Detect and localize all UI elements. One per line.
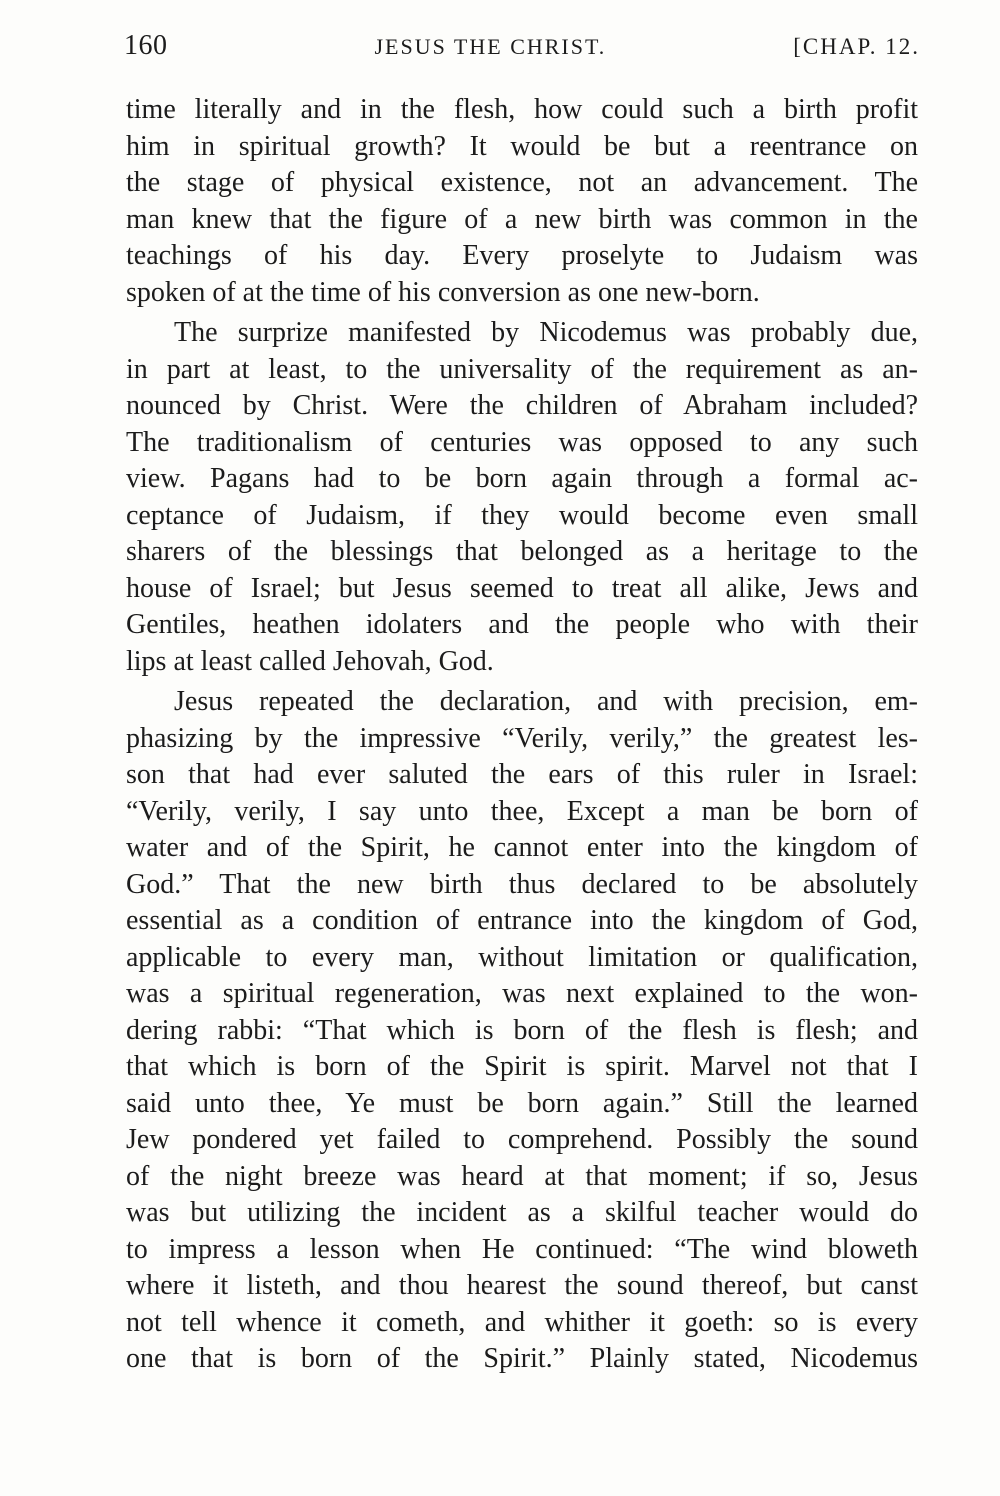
text-line: dering rabbi: “That which is born of the flesh is flesh; and bbox=[126, 1014, 918, 1046]
text-line: water and of the Spirit, he cannot enter into the kingdom of bbox=[126, 832, 918, 863]
text-line: The surprize manifested by Nicodemus was probably due, bbox=[174, 317, 918, 348]
text-line: was but utilizing the incident as a skilful teacher would do bbox=[126, 1197, 918, 1228]
paragraph-1 bbox=[126, 92, 918, 311]
text-line: “Verily, verily, I say unto thee, Except a man be born of bbox=[126, 795, 918, 827]
text-line: one that is born of the Spirit.” Plainly stated, Nicodemus bbox=[126, 1343, 918, 1374]
text-line: in part at least, to the universality of the requirement as an- bbox=[126, 353, 918, 385]
text-line: view. Pagans had to be born again through a formal ac- bbox=[126, 463, 918, 494]
text-line: the stage of physical existence, not an advancement. The bbox=[126, 167, 918, 198]
page-number: 160 bbox=[124, 30, 168, 61]
text-line: him in spiritual growth? It would be but a reentrance on bbox=[126, 130, 918, 162]
text-line: house of Israel; but Jesus seemed to treat all alike, Jews and bbox=[126, 572, 918, 604]
text-line: essential as a condition of entrance into the kingdom of God, bbox=[126, 905, 918, 936]
text-line: said unto thee, Ye must be born again.” Still the learned bbox=[126, 1087, 918, 1119]
text-line: of the night breeze was heard at that moment; if so, Jesus bbox=[126, 1160, 918, 1192]
text-line: lips at least called Jehovah, God. bbox=[126, 645, 494, 677]
text-line: sharers of the blessings that belonged as a heritage to the bbox=[126, 536, 918, 567]
text-line: God.” That the new birth thus declared to be absolutely bbox=[126, 868, 918, 900]
text-line: was a spiritual regeneration, was next explained to the won- bbox=[126, 978, 918, 1009]
text-line: The traditionalism of centuries was opposed to any such bbox=[126, 426, 918, 458]
text-line: that which is born of the Spirit is spirit. Marvel not that I bbox=[126, 1051, 918, 1082]
paragraph-3 bbox=[126, 684, 918, 1378]
running-title: JESUS THE CHRIST. bbox=[374, 34, 607, 59]
running-head bbox=[124, 30, 920, 70]
text-line: applicable to every man, without limitation or qualification, bbox=[126, 941, 918, 973]
text-line: spoken of at the time of his conversion as one new-born. bbox=[126, 276, 760, 308]
body-text bbox=[126, 92, 918, 1378]
text-line: Jesus repeated the declaration, and with precision, em- bbox=[174, 686, 918, 717]
text-line: ceptance of Judaism, if they would become even small bbox=[126, 499, 918, 531]
text-line: Jew pondered yet failed to comprehend. Possibly the sound bbox=[126, 1124, 918, 1155]
chapter-reference: [CHAP. 12. bbox=[793, 34, 920, 59]
text-line: not tell whence it cometh, and whither it goeth: so is every bbox=[126, 1306, 918, 1338]
text-line: to impress a lesson when He continued: “The wind bloweth bbox=[126, 1233, 918, 1265]
text-line: son that had ever saluted the ears of this ruler in Israel: bbox=[126, 759, 918, 790]
text-line: time literally and in the flesh, how could such a birth profit bbox=[126, 94, 918, 125]
text-line: teachings of his day. Every proselyte to Judaism was bbox=[126, 240, 918, 271]
text-line: man knew that the figure of a new birth was common in the bbox=[126, 203, 918, 235]
text-line: where it listeth, and thou hearest the sound thereof, but canst bbox=[126, 1270, 918, 1301]
paragraph-2 bbox=[126, 315, 918, 680]
text-line: phasizing by the impressive “Verily, verily,” the greatest les- bbox=[126, 722, 918, 754]
text-line: nounced by Christ. Were the children of Abraham included? bbox=[126, 390, 918, 421]
text-line: Gentiles, heathen idolaters and the people who with their bbox=[126, 609, 918, 640]
